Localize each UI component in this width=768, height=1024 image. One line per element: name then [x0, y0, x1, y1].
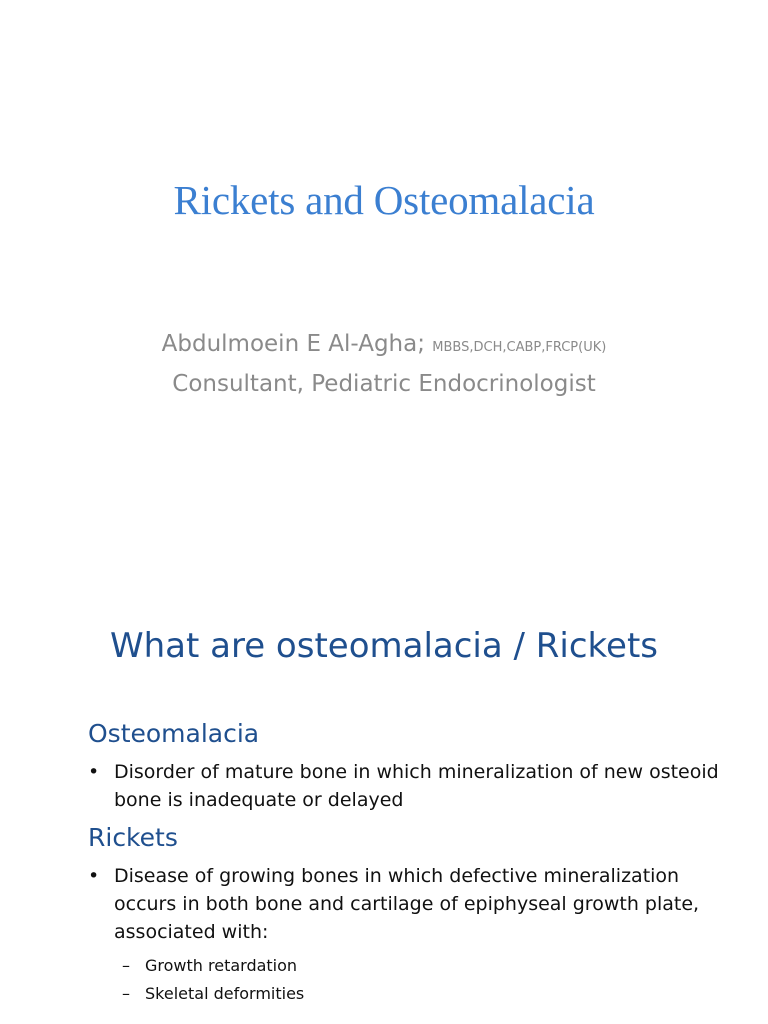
- section-heading-osteomalacia: Osteomalacia: [88, 719, 260, 748]
- sub-bullet-item: [88, 952, 728, 980]
- author-credentials: MBBS,DCH,CABP,FRCP(UK): [432, 340, 607, 355]
- content-slide: [0, 576, 768, 1024]
- bullet-text: Disorder of mature bone in which mineralization of new osteoid bone is inadequate or delayed: [114, 761, 719, 811]
- presentation-title: Rickets and Osteomalacia: [173, 177, 595, 223]
- bullet-glyph: •: [88, 865, 100, 887]
- sub-bullet-text: Skeletal deformities: [145, 984, 305, 1003]
- dash-glyph: –: [122, 956, 130, 975]
- bullet-item: [88, 758, 728, 814]
- slide-title: What are osteomalacia / Rickets: [110, 626, 658, 666]
- author-role: Consultant, Pediatric Endocrinologist: [172, 371, 596, 397]
- author-line: [0, 326, 768, 366]
- bullet-text: Disease of growing bones in which defective mineralization occurs in both bone and cartilage of epiphyseal growth plate, associated with:: [114, 865, 700, 943]
- bullet-glyph: •: [88, 761, 100, 783]
- sub-bullet-text: Growth retardation: [145, 956, 298, 975]
- dash-glyph: –: [122, 984, 130, 1003]
- author-block: [0, 326, 768, 402]
- bullet-item: [88, 862, 728, 946]
- slide-content: [88, 716, 728, 1008]
- section-heading-rickets: Rickets: [88, 823, 178, 852]
- author-name: Abdulmoein E Al-Agha;: [161, 331, 433, 357]
- sub-bullet-item: [88, 980, 728, 1008]
